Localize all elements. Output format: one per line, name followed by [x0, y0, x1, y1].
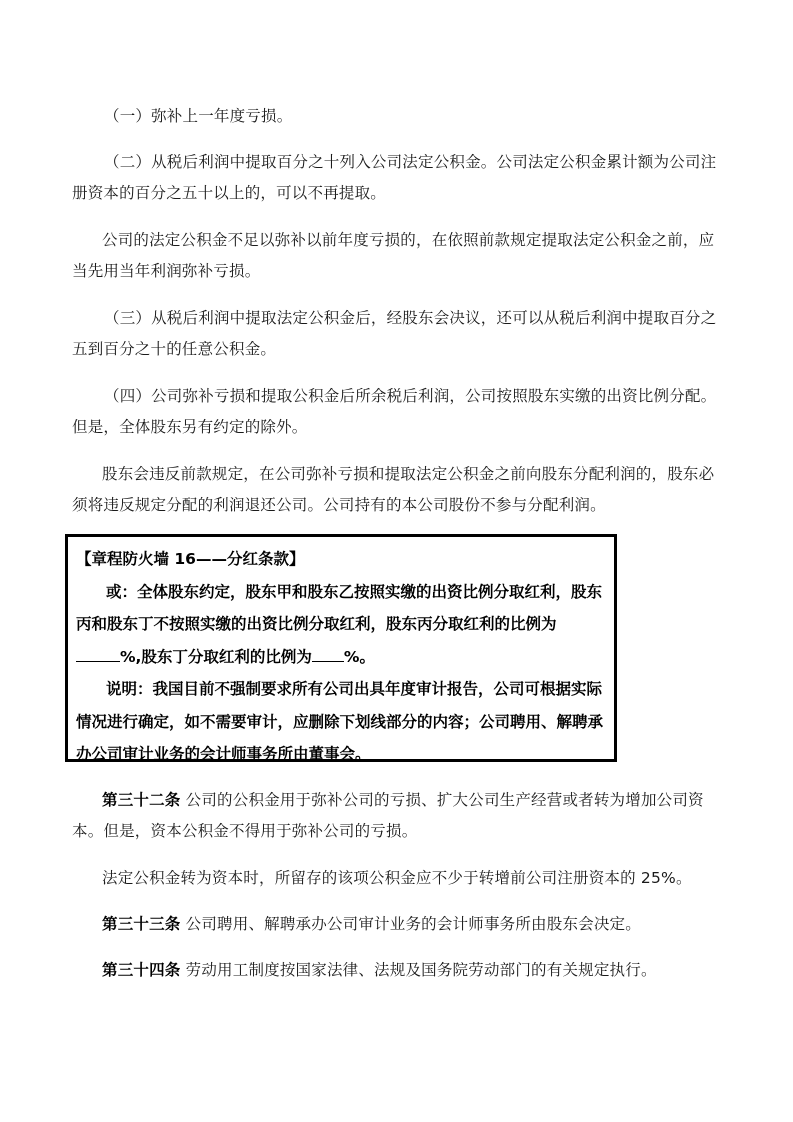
- paragraph-line: 册资本的百分之五十以上的，可以不再提取。: [72, 184, 387, 202]
- paragraph-item-1: [72, 101, 722, 132]
- paragraph-line: （三）从税后利润中提取法定公积金后，经股东会决议，还可以从税后利润中提取百分之: [104, 309, 717, 327]
- firewall-note-line: 说明：我国目前不强制要求所有公司出具年度审计报告，公司可根据实际: [106, 680, 603, 698]
- article-33: [72, 909, 722, 940]
- paragraph-line: （一）弥补上一年度亏损。: [104, 107, 293, 125]
- firewall-or-line: 丙和股东丁不按照实缴的出资比例分取红利，股东丙分取红利的比例为: [76, 615, 557, 633]
- paragraph-line: 当先用当年利润弥补亏损。: [72, 262, 261, 280]
- paragraph-item-2: [72, 147, 722, 209]
- paragraph-line: 公司的法定公积金不足以弥补以前年度亏损的，在依照前款规定提取法定公积金之前，应: [102, 231, 715, 249]
- paragraph-fund-insufficient: [72, 225, 722, 287]
- paragraph-line: （四）公司弥补亏损和提取公积金后所余税后利润，公司按照股东实缴的出资比例分配。: [104, 387, 717, 405]
- article-32: [72, 785, 722, 847]
- paragraph-line: 五到百分之十的任意公积金。: [72, 340, 277, 358]
- article-text: 劳动用工制度按国家法律、法规及国务院劳动部门的有关规定执行。: [185, 961, 657, 979]
- ratio-text: %,股东丁分取红利的比例为: [120, 647, 312, 666]
- ratio-blank-field[interactable]: [312, 645, 344, 662]
- article-text: 公司的公积金用于弥补公司的亏损、扩大公司生产经营或者转为增加公司资: [185, 791, 704, 809]
- firewall-note-line: 情况进行确定，如不需要审计，应删除下划线部分的内容；公司聘用、解聘承: [76, 712, 604, 731]
- article-number: 第三十三条: [102, 915, 181, 933]
- article-text: 公司聘用、解聘承办公司审计业务的会计师事务所由股东会决定。: [185, 915, 641, 933]
- firewall-ratio-line: [76, 641, 604, 674]
- article-line: 法定公积金转为资本时，所留存的该项公积金应不少于转增前公司注册资本的 25%。: [102, 869, 692, 887]
- article-line: [72, 785, 722, 816]
- paragraph-item-3: [72, 303, 722, 365]
- paragraph-violation: [72, 459, 722, 521]
- article-34: [72, 955, 722, 986]
- article-line: [72, 955, 722, 986]
- article-line: 本。但是，资本公积金不得用于弥补公司的亏损。: [72, 822, 418, 840]
- firewall-or-line: 或：全体股东约定，股东甲和股东乙按照实缴的出资比例分取红利，股东: [106, 582, 603, 601]
- paragraph-capital-conversion: [72, 863, 722, 894]
- ratio-blank-field[interactable]: [76, 645, 120, 662]
- paragraph-line: 股东会违反前款规定，在公司弥补亏损和提取法定公积金之前向股东分配利润的，股东必: [102, 465, 715, 483]
- charter-firewall-box: [65, 534, 617, 762]
- paragraph-line: 但是，全体股东另有约定的除外。: [72, 418, 308, 436]
- paragraph-item-4: [72, 381, 722, 443]
- paragraph-line: 须将违反规定分配的利润退还公司。公司持有的本公司股份不参与分配利润。: [72, 496, 606, 514]
- firewall-title: 【章程防火墙 16——分红条款】: [76, 550, 305, 568]
- article-line: [72, 909, 722, 940]
- ratio-text-end: %。: [343, 647, 375, 666]
- article-number: 第三十四条: [102, 961, 181, 979]
- firewall-note-line: 办公司审计业务的会计师事务所由董事会。: [76, 745, 371, 763]
- article-number: 第三十二条: [102, 791, 181, 809]
- paragraph-line: （二）从税后利润中提取百分之十列入公司法定公积金。公司法定公积金累计额为公司注: [104, 153, 717, 171]
